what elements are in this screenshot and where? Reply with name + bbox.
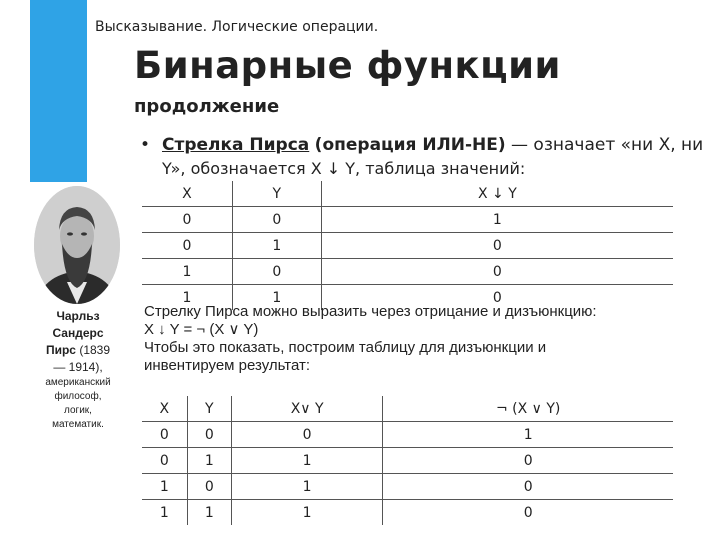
header-not-or: ¬ (X ∨ Y) [383, 396, 673, 422]
table-cell: 0 [142, 448, 187, 474]
header-x: X [142, 396, 187, 422]
table-cell: 1 [383, 422, 673, 448]
table-row [142, 448, 673, 474]
table-cell: 0 [321, 259, 673, 285]
table-row [142, 500, 673, 526]
table-row [142, 233, 673, 259]
page-subtitle: продолжение [134, 96, 280, 117]
table-cell: 1 [232, 233, 321, 259]
table-header-row [142, 181, 673, 207]
explain-line-3: Чтобы это показать, построим таблицу для дизъюнкции и [144, 339, 547, 356]
table-cell: 1 [159, 504, 169, 521]
header-or: X∨ Y [231, 396, 382, 422]
header-y: Y [187, 396, 231, 422]
peirce-portrait [34, 186, 120, 304]
table-cell: 0 [321, 285, 673, 311]
caption-name-3-line [46, 343, 110, 357]
table-cell: 1 [142, 259, 232, 285]
explain-line-1: Стрелку Пирса можно выразить через отрицание и дизъюнкцию: [144, 303, 597, 320]
bullet-dot: • [140, 135, 151, 155]
table-cell: 0 [142, 207, 232, 233]
table-row [142, 422, 673, 448]
header-y: Y [232, 181, 321, 207]
table-header-row [142, 396, 673, 422]
caption-name-1: Чарльз [56, 309, 100, 323]
caption-years-b: — 1914), [53, 360, 103, 374]
table-cell: 1 [232, 285, 321, 311]
table-row [142, 207, 673, 233]
table-cell: 1 [187, 448, 231, 474]
disjunction-truth-table [142, 396, 673, 525]
table-cell: 0 [383, 474, 673, 500]
table-cell: 0 [232, 259, 321, 285]
page-title: Бинарные функции [134, 44, 561, 87]
section-header: Высказывание. Логические операции. [95, 19, 379, 35]
portrait-caption [36, 308, 120, 432]
blue-accent-bar [30, 0, 87, 182]
explanation-text [144, 303, 704, 375]
table-cell: 0 [383, 448, 673, 474]
table-cell: 1 [321, 207, 673, 233]
table-cell: 0 [232, 207, 321, 233]
header-nor: X ↓ Y [321, 181, 673, 207]
table-row [142, 259, 673, 285]
peirce-truth-table [142, 181, 673, 310]
bullet-rest: — означает «ни X, ни [505, 135, 704, 155]
table-cell: 1 [142, 474, 187, 500]
caption-desc-3: логик, [64, 405, 92, 416]
caption-name-2: Сандерс [52, 326, 104, 340]
caption-desc-2: философ, [54, 391, 102, 402]
bullet-line-2: Y», обозначается X ↓ Y, таблица значений: [162, 159, 526, 178]
caption-desc-1: американский [45, 377, 111, 388]
table-cell: 0 [187, 474, 231, 500]
table-cell: 1 [182, 289, 192, 306]
table-cell: 0 [142, 422, 187, 448]
table-cell: 1 [231, 448, 382, 474]
explain-formula: X ↓ Y = ¬ (X ∨ Y) [144, 321, 259, 338]
term-peirce-arrow: Стрелка Пирса [162, 135, 310, 155]
table-cell: 0 [187, 422, 231, 448]
table-cell: 0 [321, 233, 673, 259]
table-cell: 1 [231, 500, 382, 526]
portrait-image [34, 186, 120, 304]
table-row [142, 474, 673, 500]
table-cell: 0 [231, 422, 382, 448]
table-cell: 1 [187, 500, 231, 526]
table-cell: 0 [383, 500, 673, 526]
caption-name-3: Пирс [45, 343, 76, 357]
table-cell: 1 [231, 474, 382, 500]
caption-desc-4: математик. [52, 419, 104, 430]
table-cell: 0 [142, 233, 232, 259]
explain-line-4: инвентируем результат: [144, 357, 311, 374]
bullet-line-1 [162, 133, 703, 157]
operation-name: (операция ИЛИ-НЕ) [314, 135, 506, 155]
header-x: X [142, 181, 232, 207]
caption-years-a: (1839 [79, 343, 111, 357]
